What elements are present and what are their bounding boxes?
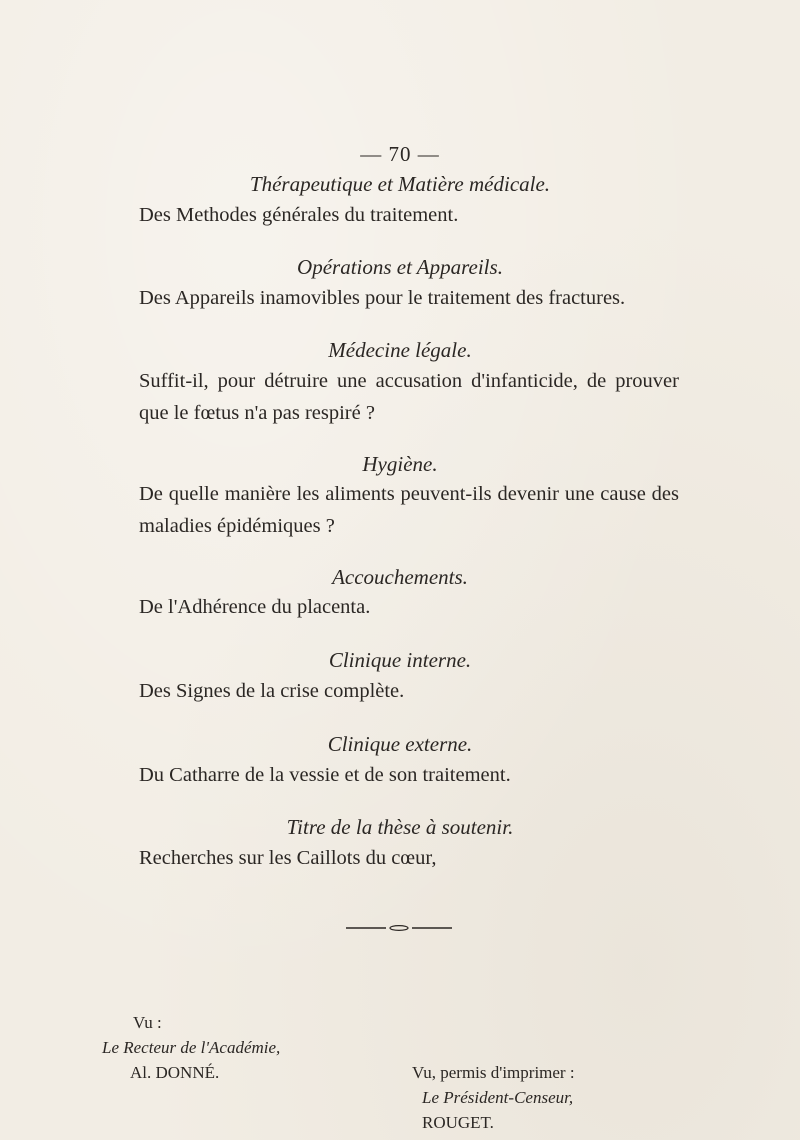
permis-president: Le Président-Censeur, <box>422 1088 574 1107</box>
section-text-medecine-legale: Suffit-il, pour détruire une accusation d'infanticide, de prouver que le fœtus n'a pas respiré ? <box>139 370 679 424</box>
section-heading-operations: Opérations et Appareils. <box>297 255 503 279</box>
section-text-titre-these: Recherches sur les Caillots du cœur, <box>139 847 437 869</box>
section-heading-therapeutique: Thérapeutique et Matière médicale. <box>249 172 551 196</box>
section-heading-medecine-legale: Médecine légale. <box>328 338 472 362</box>
section-heading-clinique-externe: Clinique externe. <box>327 732 473 756</box>
section-heading-clinique-interne: Clinique interne. <box>328 648 472 672</box>
approval-signature: Al. DONNÉ. <box>130 1063 220 1082</box>
section-text-operations: Des Appareils inamovibles pour le traitement des fractures. <box>139 287 626 309</box>
section-text-clinique-externe: Du Catharre de la vessie et de son traitement. <box>139 764 511 786</box>
permis-name: ROUGET. <box>422 1113 494 1132</box>
approval-recteur: Le Recteur de l'Académie, <box>102 1038 281 1057</box>
section-heading-hygiene: Hygiène. <box>362 452 438 476</box>
approval-vu: Vu : <box>133 1013 162 1032</box>
section-text-accouchements: De l'Adhérence du placenta. <box>139 596 371 618</box>
page-number: — 70 — <box>360 142 440 166</box>
permis-line: Vu, permis d'imprimer : <box>412 1063 575 1082</box>
section-text-therapeutique: Des Methodes générales du traitement. <box>139 204 459 226</box>
permis-block <box>412 1060 575 1135</box>
approval-block <box>102 1010 280 1085</box>
section-text-hygiene: De quelle manière les aliments peuvent-ils devenir une cause des maladies épidémiques ? <box>139 483 679 537</box>
decorative-rule <box>346 925 452 931</box>
section-heading-titre-these: Titre de la thèse à soutenir. <box>286 815 514 839</box>
section-text-clinique-interne: Des Signes de la crise complète. <box>139 680 405 702</box>
section-heading-accouchements: Accouchements. <box>332 565 468 589</box>
